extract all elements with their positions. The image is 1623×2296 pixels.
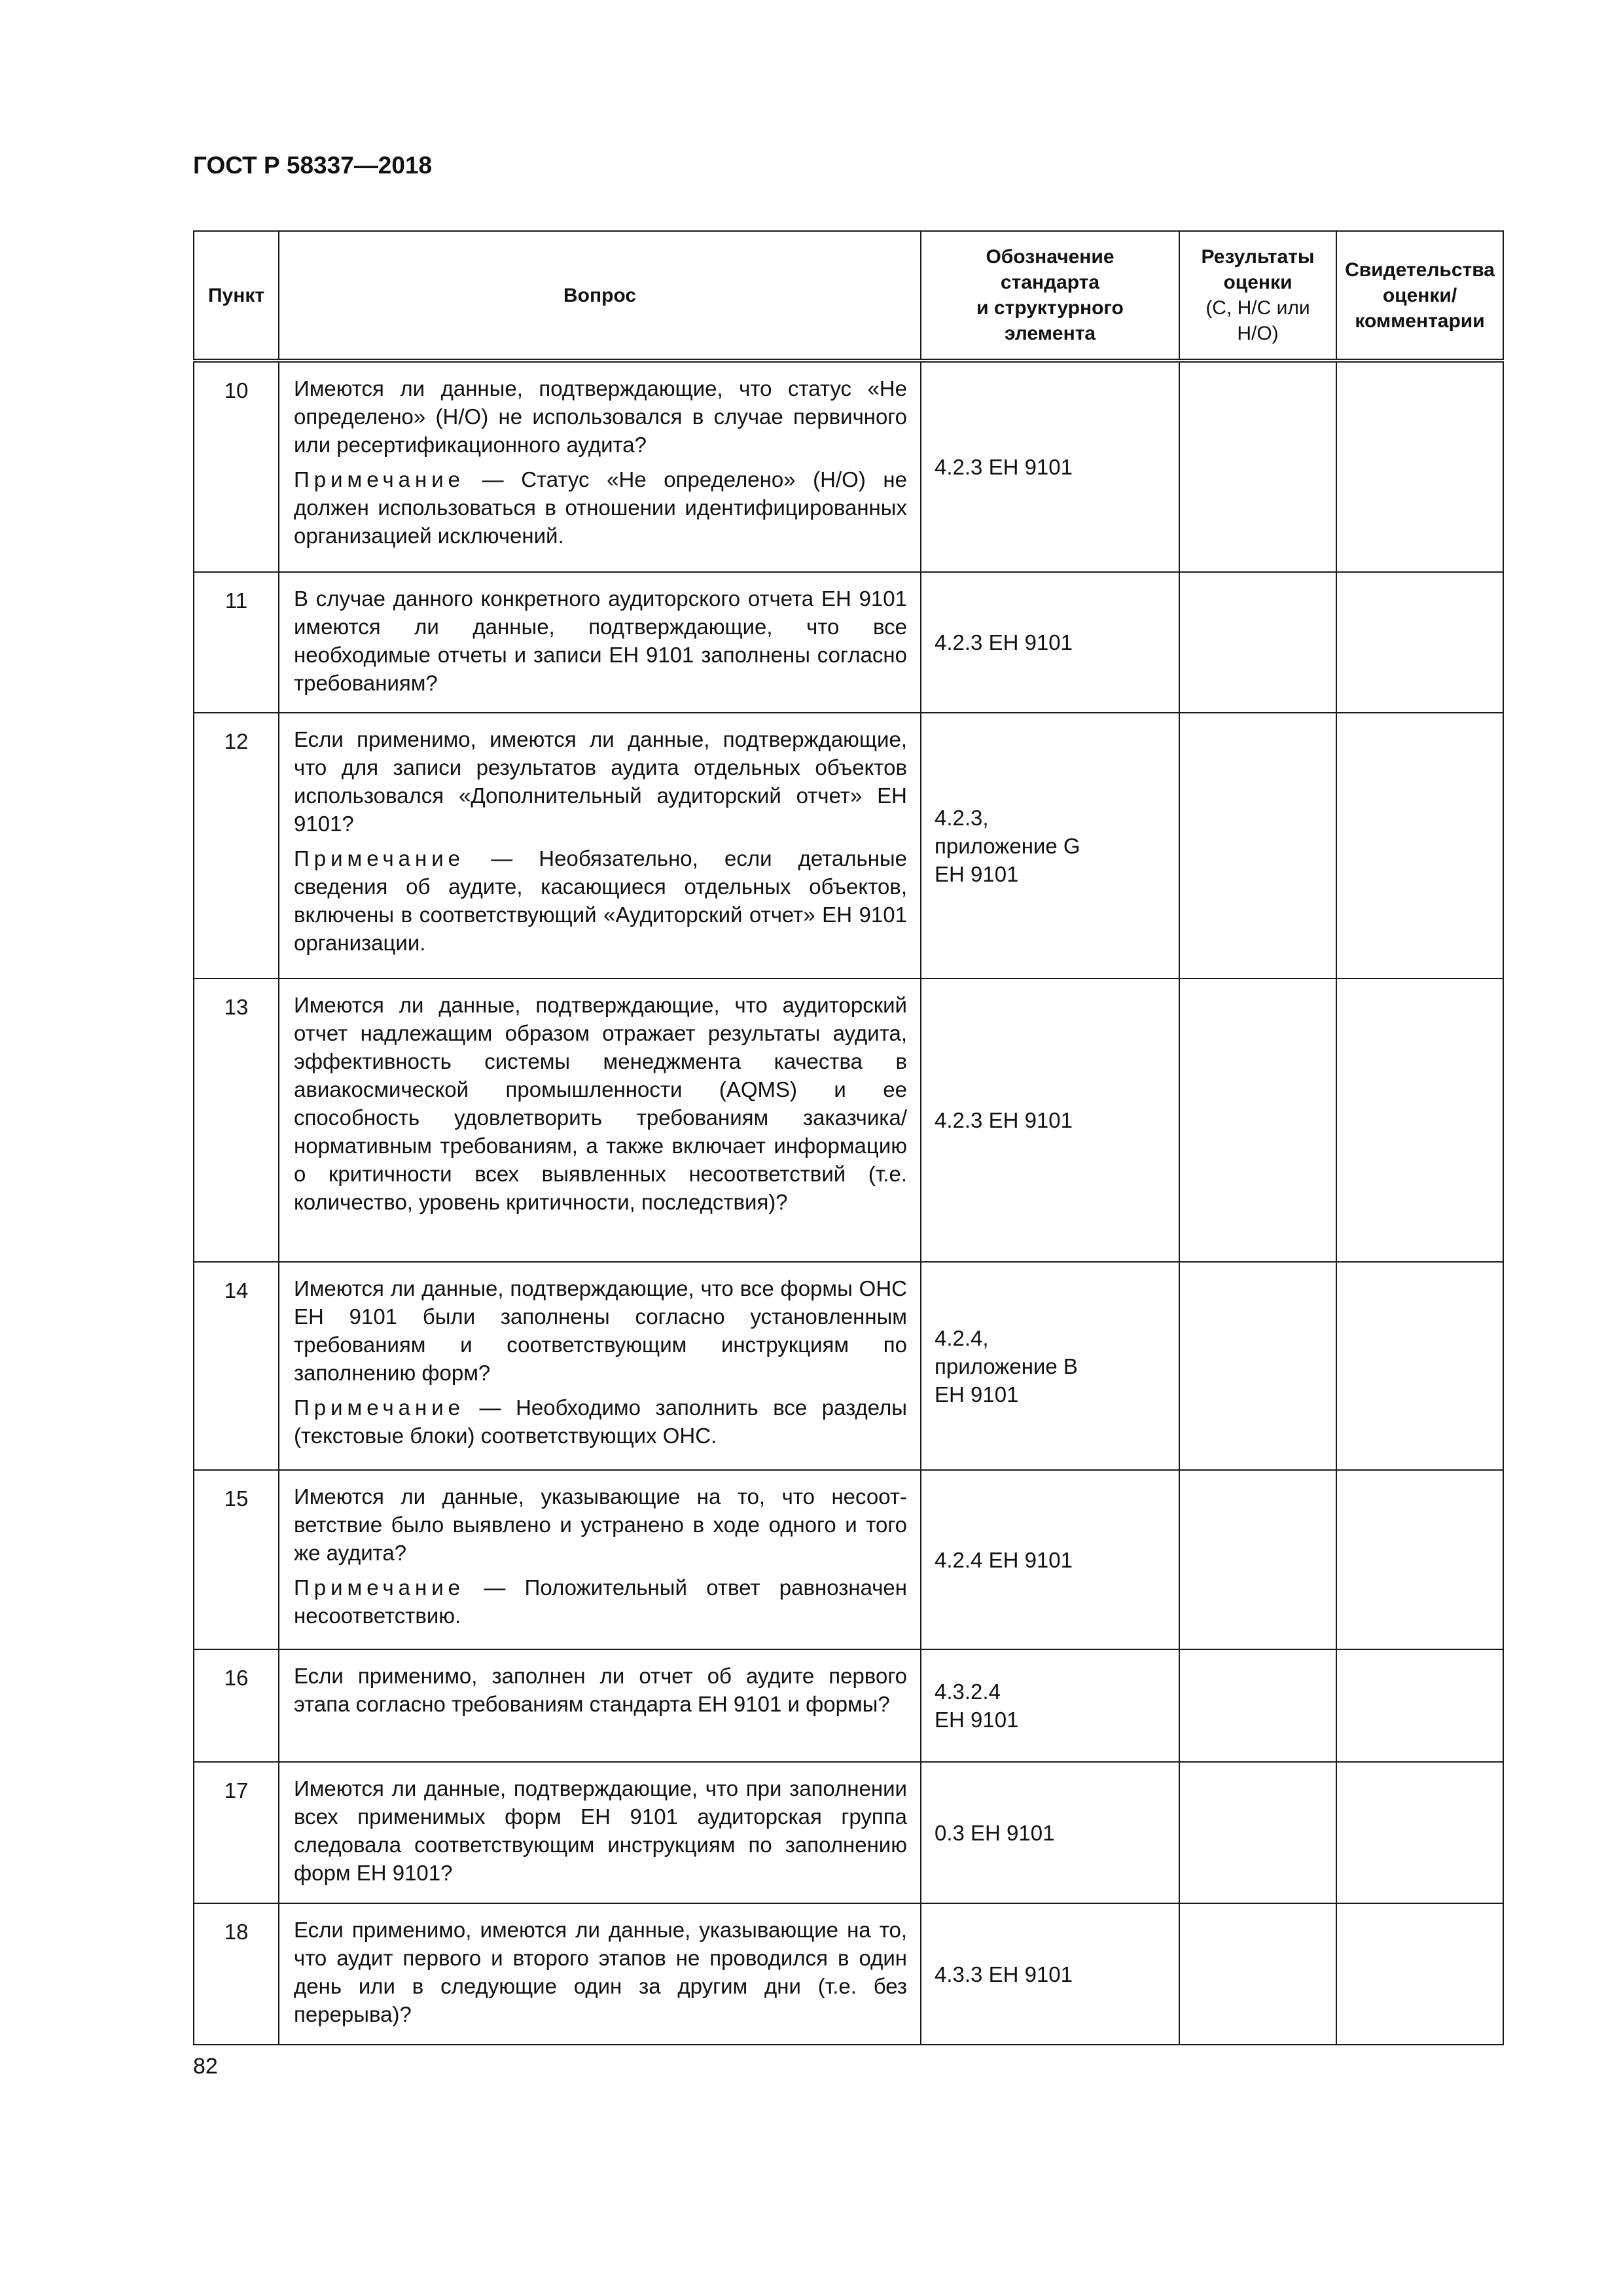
row-result-cell[interactable]	[1179, 1262, 1336, 1470]
row-result-cell[interactable]	[1179, 1649, 1336, 1762]
column-header-ref: Обозначение стандарта и структурного элемента	[921, 231, 1179, 361]
row-standard-ref: 4.2.3, приложение G ЕН 9101	[921, 713, 1179, 978]
row-question	[279, 361, 921, 572]
row-question	[279, 713, 921, 978]
column-header-evidence: Свидетельства оценки/ комментарии	[1336, 231, 1503, 361]
question-note	[294, 465, 907, 550]
row-result-cell[interactable]	[1179, 572, 1336, 713]
note-label: Примечание	[294, 846, 465, 870]
table-row	[194, 978, 1503, 1262]
row-standard-ref: 4.3.2.4 ЕН 9101	[921, 1649, 1179, 1762]
row-standard-ref: 4.2.4, приложение В ЕН 9101	[921, 1262, 1179, 1470]
row-number: 15	[194, 1470, 279, 1649]
table-row	[194, 1649, 1503, 1762]
question-text: Имеются ли данные, подтверждающие, что статус «Не определено» (Н/О) не использовался в случае первичного или ресертификационного аудита?	[294, 376, 907, 457]
table-row	[194, 361, 1503, 572]
question-text: В случае данного конкретного аудиторского отчета ЕН 9101 имеются ли данные, подтверждающие, что все необходимые отчеты и записи ЕН 9101 заполнены согласно требованиям?	[294, 586, 907, 695]
row-question	[279, 1262, 921, 1470]
row-evidence-cell[interactable]	[1336, 361, 1503, 572]
document-title: ГОСТ Р 58337—2018	[193, 152, 433, 179]
table-row	[194, 572, 1503, 713]
row-number: 14	[194, 1262, 279, 1470]
column-header-question: Вопрос	[279, 231, 921, 361]
question-text: Имеются ли данные, подтверждающие, что все формы ОНС ЕН 9101 были заполнены согласно установленным требованиям и соответствующим инструкциям по заполнению форм?	[294, 1276, 907, 1385]
table-row	[194, 1903, 1503, 2045]
page-number: 82	[193, 2054, 218, 2079]
row-standard-ref: 0.3 ЕН 9101	[921, 1762, 1179, 1903]
row-number: 11	[194, 572, 279, 713]
row-evidence-cell[interactable]	[1336, 1903, 1503, 2045]
table-row	[194, 1262, 1503, 1470]
question-note	[294, 1573, 907, 1630]
table-row	[194, 1762, 1503, 1903]
note-text: — Необходимо заполнить все разделы (текстовые блоки) соответствующих ОНС.	[294, 1395, 907, 1448]
table-header-row	[194, 231, 1503, 361]
question-text: Если применимо, имеются ли данные, указывающие на то, что аудит первого и второго этапов не проводился в один день или в следующие один за другим дни (т.е. без перерыва)?	[294, 1918, 907, 2026]
question-note	[294, 844, 907, 957]
table-row	[194, 1470, 1503, 1649]
row-standard-ref: 4.2.3 ЕН 9101	[921, 572, 1179, 713]
audit-checklist-table	[193, 230, 1504, 2045]
row-number: 16	[194, 1649, 279, 1762]
row-question	[279, 1470, 921, 1649]
note-label: Примечание	[294, 1395, 465, 1420]
row-question	[279, 1649, 921, 1762]
row-evidence-cell[interactable]	[1336, 713, 1503, 978]
row-evidence-cell[interactable]	[1336, 1262, 1503, 1470]
row-standard-ref: 4.3.3 ЕН 9101	[921, 1903, 1179, 2045]
row-result-cell[interactable]	[1179, 1762, 1336, 1903]
question-text: Если применимо, имеются ли данные, подтверждающие, что для записи результатов аудита отдельных объектов использовался «Дополнительный аудиторский отчет» ЕН 9101?	[294, 727, 907, 836]
note-text: — Положительный ответ равнозначен несоответствию.	[294, 1575, 907, 1628]
question-text: Имеются ли данные, подтверждающие, что при заполнении всех применимых форм ЕН 9101 аудиторская группа следовала соответствующим инструкциям по заполнению форм ЕН 9101?	[294, 1776, 907, 1885]
row-standard-ref: 4.2.3 ЕН 9101	[921, 361, 1179, 572]
row-evidence-cell[interactable]	[1336, 1762, 1503, 1903]
row-question	[279, 1762, 921, 1903]
note-label: Примечание	[294, 1575, 465, 1600]
row-result-cell[interactable]	[1179, 713, 1336, 978]
row-standard-ref: 4.2.3 ЕН 9101	[921, 978, 1179, 1262]
column-header-num: Пункт	[194, 231, 279, 361]
question-text: Имеются ли данные, подтверждающие, что аудиторский отчет надлежащим образом отражает результаты аудита, эффективность системы менеджмента качества в авиакосмической промышленности (AQMS) и ее способность удовлетворить требованиям заказчика/нормативным требованиям, а также включает информацию о критичности всех выявленных несоответствий (т.е. количество, уровень критичности, последствия)?	[294, 993, 907, 1214]
row-evidence-cell[interactable]	[1336, 978, 1503, 1262]
question-note	[294, 1393, 907, 1450]
column-header-result: Результаты оценки (С, Н/С или Н/О)	[1179, 231, 1336, 361]
row-question	[279, 572, 921, 713]
row-number: 17	[194, 1762, 279, 1903]
note-text: — Статус «Не определено» (Н/О) не должен использоваться в отношении идентифицированных организацией исключений.	[294, 467, 907, 548]
row-question	[279, 1903, 921, 2045]
row-number: 10	[194, 361, 279, 572]
row-result-cell[interactable]	[1179, 978, 1336, 1262]
row-number: 12	[194, 713, 279, 978]
question-text: Имеются ли данные, указывающие на то, что несоответствие было выявлено и устранено в ходе одного и того же аудита?	[294, 1484, 907, 1565]
row-evidence-cell[interactable]	[1336, 1649, 1503, 1762]
row-evidence-cell[interactable]	[1336, 572, 1503, 713]
row-result-cell[interactable]	[1179, 1470, 1336, 1649]
row-standard-ref: 4.2.4 ЕН 9101	[921, 1470, 1179, 1649]
note-label: Примечание	[294, 467, 465, 492]
row-number: 13	[194, 978, 279, 1262]
row-result-cell[interactable]	[1179, 361, 1336, 572]
question-text: Если применимо, заполнен ли отчет об аудите первого этапа согласно требованиям стандарта ЕН 9101 и формы?	[294, 1664, 907, 1716]
note-text: — Необязательно, если детальные сведения об аудите, касающиеся отдельных объектов, включены в соответствующий «Аудиторский отчет» ЕН 9101 организации.	[294, 846, 907, 955]
row-result-cell[interactable]	[1179, 1903, 1336, 2045]
table-row	[194, 713, 1503, 978]
row-question	[279, 978, 921, 1262]
row-evidence-cell[interactable]	[1336, 1470, 1503, 1649]
row-number: 18	[194, 1903, 279, 2045]
